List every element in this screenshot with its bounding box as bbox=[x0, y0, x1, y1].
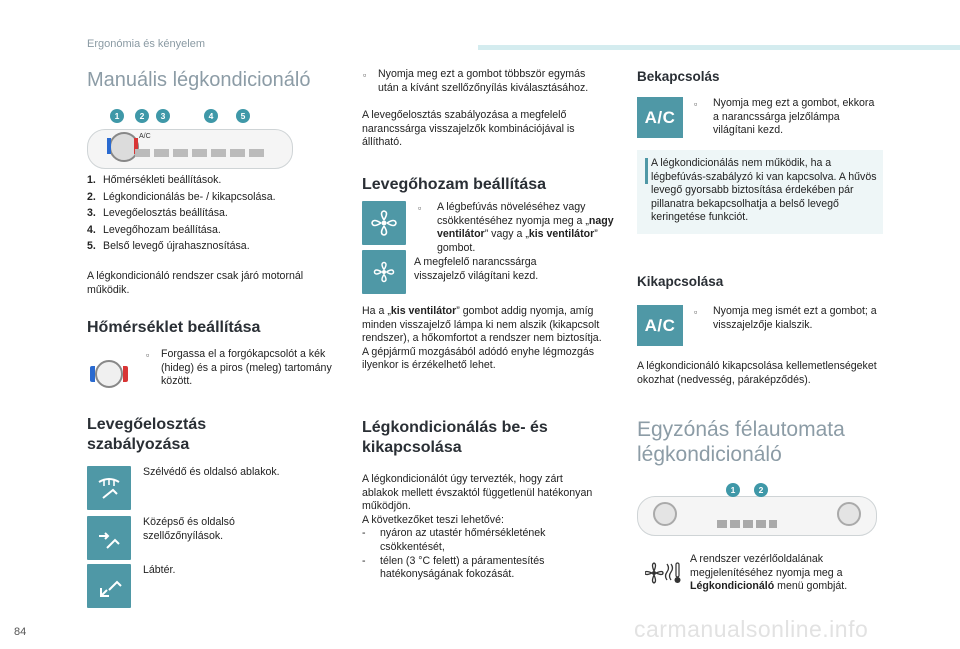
switch-on-heading: Bekapcsolás bbox=[637, 69, 720, 84]
temperature-instruction: Forgassa el a forgókapcsolót a kék (hideg) és a piros (meleg) tartomány között. bbox=[161, 348, 332, 388]
temperature-dial-icon bbox=[87, 360, 135, 390]
climate-menu-icon bbox=[645, 560, 683, 586]
page-title: Manuális légkondicionáló bbox=[87, 69, 311, 91]
distribution-note: A levegőelosztás szabályozása a megfelelő narancssárga visszajelzők kombinációjával is állítható. bbox=[362, 109, 575, 149]
climate-menu-instruction: A rendszer vezérlőoldalának megjelenítéséhez nyomja meg a Légkondicionáló menü gombját. bbox=[690, 553, 848, 593]
ac-button-icon: A/C bbox=[637, 305, 683, 346]
distribution-item: Középső és oldalsó szellőzőnyílások. bbox=[143, 516, 235, 542]
list-item: - télen (3 °C felett) a páramentesítés hatékonyságának fokozását. bbox=[362, 554, 545, 581]
list-item: 4. Levegőhozam beállítása. bbox=[87, 223, 221, 236]
airflow-instruction: A légbefúvás növeléséhez vagy csökkentéséhez nyomja meg a „nagy ventilátor” vagy a „kis ventilátor” gombot. bbox=[437, 201, 614, 254]
info-icon bbox=[645, 158, 648, 184]
section-header: Ergonómia és kényelem bbox=[87, 38, 206, 50]
list-item: - nyáron az utastér hőmérsékletének csökkentését, bbox=[362, 527, 546, 553]
distribution-heading: Levegőelosztás szabályozása bbox=[87, 416, 207, 453]
info-text: A légkondicionálás nem működik, ha a légbefúvás-szabályzó ki van kapcsolva. A hűvös levegő gyorsabb biztosítása érdekében pár pillanatra bekapcsolhatja a belső levegő keringetése funkciót. bbox=[651, 157, 877, 224]
fan-low-icon bbox=[362, 250, 406, 294]
distribution-item: Szélvédő és oldalsó ablakok. bbox=[143, 466, 280, 478]
switch-off-heading: Kikapcsolása bbox=[637, 274, 724, 289]
ac-button-icon: A/C bbox=[637, 97, 683, 138]
legend-list bbox=[87, 174, 337, 254]
callout-badge: 4 bbox=[204, 109, 218, 123]
fan-high-icon bbox=[362, 201, 406, 245]
temperature-heading: Hőmérséklet beállítása bbox=[87, 319, 261, 336]
ac-description: A légkondicionálót úgy tervezték, hogy zárt ablakok mellett évszaktól függetlenül hatékonyan működjön. A következőket teszi lehetővé: - nyáron az utastér hőmérsékletének csökkentését, - télen (3 °C felett) a páramentesítés hatékonyságának fokozását. bbox=[362, 473, 602, 582]
single-zone-heading: Egyzónás félautomata légkondicionáló bbox=[637, 418, 845, 466]
control-panel-illustration: A/C 1 2 3 4 5 bbox=[87, 104, 292, 170]
fan-off-warning: Ha a „kis ventilátor” gombot addig nyomja, amíg minden visszajelző lámpa ki nem alszik (kikapcsolt rendszer), a hőkomfortot a rendszer nem biztosítja. A gépjármű mozgásából adódó enyhe légmozgás ilyenkor is érzékelhető lehet. bbox=[362, 305, 602, 372]
switch-off-instruction: Nyomja meg ismét ezt a gombot; a visszajelzője kialszik. bbox=[713, 305, 877, 331]
distribution-instruction: Nyomja meg ezt a gombot többször egymás után a kívánt szellőzőnyílás kiválasztásához. bbox=[378, 68, 589, 94]
footwell-icon bbox=[87, 564, 131, 608]
watermark: carmanualsonline.info bbox=[634, 616, 869, 642]
callout-badge: 3 bbox=[156, 109, 170, 123]
list-item: 5. Belső levegő újrahasznosítása. bbox=[87, 240, 250, 253]
callout-badge: 2 bbox=[754, 483, 768, 497]
airflow-heading: Levegőhozam beállítása bbox=[362, 176, 547, 193]
callout-badge: 2 bbox=[135, 109, 149, 123]
switch-off-note: A légkondicionáló kikapcsolása kellemetlenségeket okozhat (nedvesség, páraképződés). bbox=[637, 360, 877, 386]
ac-heading: Légkondicionálás be- és kikapcsolása bbox=[362, 419, 548, 456]
engine-note: A légkondicionáló rendszer csak járó motornál működik. bbox=[87, 270, 304, 296]
callout-badge: 5 bbox=[236, 109, 250, 123]
page-number: 84 bbox=[14, 626, 27, 638]
info-box bbox=[637, 150, 883, 234]
switch-on-instruction: Nyomja meg ezt a gombot, ekkora a narancssárga jelzőlámpa világítani kezd. bbox=[713, 97, 875, 137]
face-vents-icon bbox=[87, 516, 131, 560]
list-item: 1. Hőmérsékleti beállítások. bbox=[87, 174, 222, 186]
callout-badge: 1 bbox=[726, 483, 740, 497]
distribution-item: Lábtér. bbox=[143, 564, 176, 576]
header-bar bbox=[478, 45, 960, 50]
airflow-note: A megfelelő narancssárga visszajelző világítani kezd. bbox=[414, 256, 539, 282]
list-item: 2. Légkondicionálás be- / kikapcsolása. bbox=[87, 190, 276, 203]
callout-badge: 1 bbox=[110, 109, 124, 123]
windscreen-demist-icon bbox=[87, 466, 131, 510]
control-panel-illustration bbox=[637, 480, 877, 540]
list-item: 3. Levegőelosztás beállítása. bbox=[87, 207, 228, 220]
